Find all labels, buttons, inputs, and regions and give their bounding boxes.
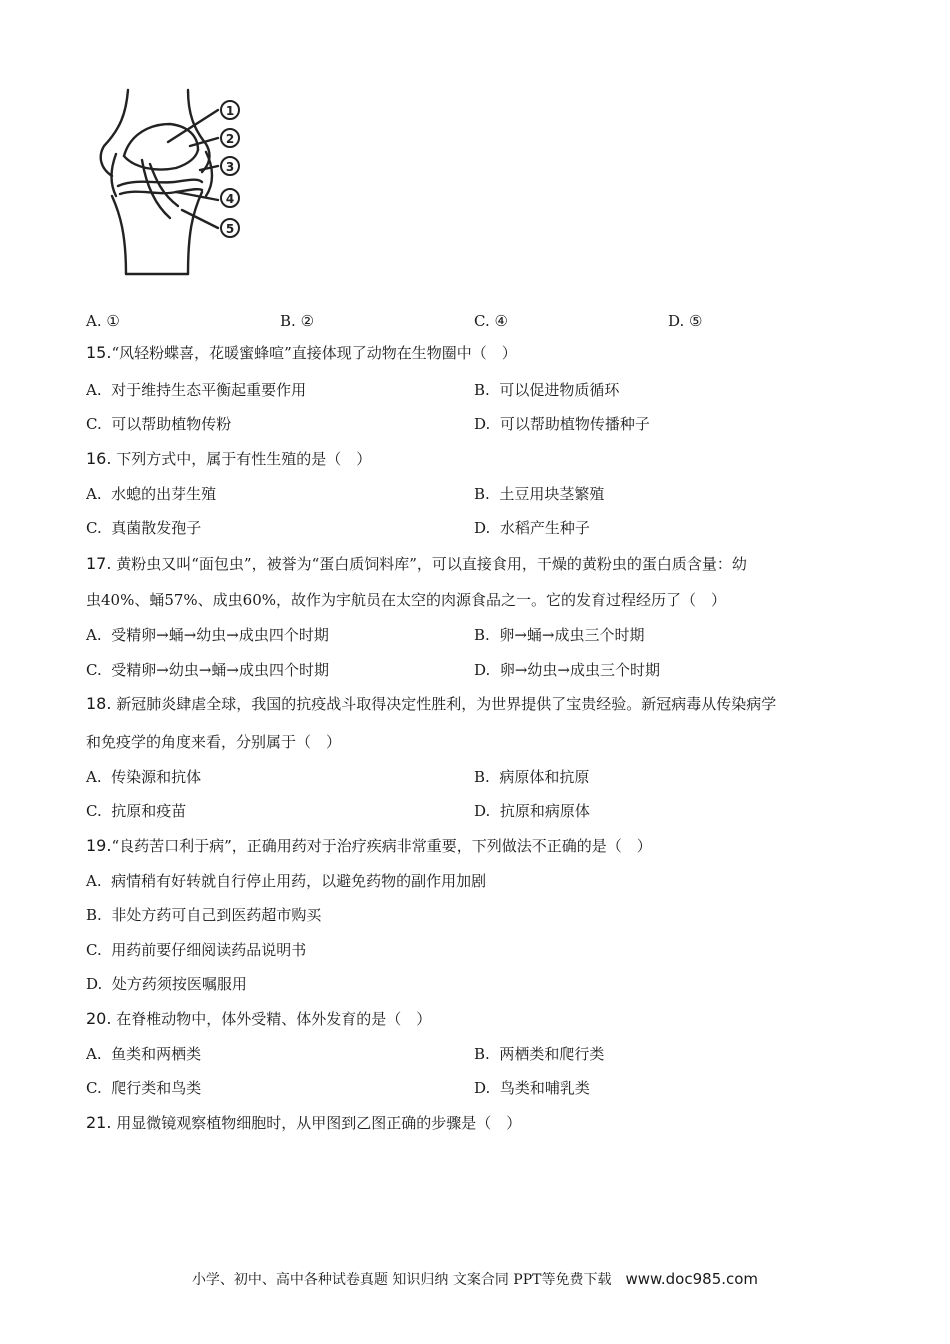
q19-option-c[interactable]: C. 用药前要仔细阅读药品说明书: [86, 941, 307, 959]
q20-option-d[interactable]: D. 鸟类和哺乳类: [474, 1079, 590, 1097]
q17-option-c[interactable]: C. 受精卵→幼虫→蛹→成虫四个时期: [86, 661, 329, 679]
q14-option-b[interactable]: B. ②: [280, 312, 315, 330]
footer-text: 小学、初中、高中各种试卷真题 知识归纳 文案合同 PPT等免费下载: [191, 1272, 612, 1288]
label-2: 2: [225, 132, 235, 146]
q16-option-d[interactable]: D. 水稻产生种子: [474, 519, 590, 537]
q15-stem: 15.“风轻粉蝶喜，花暖蜜蜂喧”直接体现了动物在生物圈中（ ）: [86, 343, 517, 362]
q19-stem: 19.“良药苦口利于病”，正确用药对于治疗疾病非常重要，下列做法不正确的是（ ）: [86, 836, 652, 855]
q18-stem-line2: 和免疫学的角度来看，分别属于（ ）: [86, 733, 342, 751]
q18-option-c[interactable]: C. 抗原和疫苗: [86, 802, 187, 820]
q19-option-d[interactable]: D. 处方药须按医嘱服用: [86, 975, 247, 993]
q17-option-a[interactable]: A. 受精卵→蛹→幼虫→成虫四个时期: [86, 626, 329, 644]
q19-option-a[interactable]: A. 病情稍有好转就自行停止用药，以避免药物的副作用加剧: [86, 872, 487, 890]
q18-option-d[interactable]: D. 抗原和病原体: [474, 802, 590, 820]
q16-option-c[interactable]: C. 真菌散发孢子: [86, 519, 202, 537]
q15-option-c[interactable]: C. 可以帮助植物传粉: [86, 415, 232, 433]
label-4: 4: [225, 192, 235, 206]
q17-option-b[interactable]: B. 卵→蛹→成虫三个时期: [474, 626, 645, 644]
q17-stem-line2: 虫40%、蛹57%、成虫60%，故作为宇航员在太空的肉源食品之一。它的发育过程经历了（ ）: [86, 591, 727, 609]
q14-option-a[interactable]: A. ①: [86, 312, 120, 330]
label-5: 5: [225, 222, 235, 236]
q16-stem: 16. 下列方式中，属于有性生殖的是（ ）: [86, 449, 372, 468]
q20-option-b[interactable]: B. 两栖类和爬行类: [474, 1045, 605, 1063]
q20-option-c[interactable]: C. 爬行类和鸟类: [86, 1079, 202, 1097]
q16-option-a[interactable]: A. 水螅的出芽生殖: [86, 485, 217, 503]
q19-option-b[interactable]: B. 非处方药可自己到医药超市购买: [86, 906, 322, 924]
q16-option-b[interactable]: B. 土豆用块茎繁殖: [474, 485, 605, 503]
q21-stem: 21. 用显微镜观察植物细胞时，从甲图到乙图正确的步骤是（ ）: [86, 1113, 522, 1132]
footer-url[interactable]: www.doc985.com: [625, 1270, 759, 1288]
q18-stem-line1: 18. 新冠肺炎肆虐全球，我国的抗疫战斗取得决定性胜利，为世界提供了宝贵经验。新冠病毒从传染病学: [86, 694, 777, 713]
q14-option-d[interactable]: D. ⑤: [668, 312, 703, 330]
label-1: 1: [225, 104, 235, 118]
page-footer: [0, 1269, 950, 1290]
q20-option-a[interactable]: A. 鱼类和两栖类: [86, 1045, 202, 1063]
q15-option-b[interactable]: B. 可以促进物质循环: [474, 381, 620, 399]
q18-option-a[interactable]: A. 传染源和抗体: [86, 768, 202, 786]
joint-diagram: [90, 84, 260, 284]
q14-option-c[interactable]: C. ④: [474, 312, 508, 330]
label-3: 3: [225, 160, 235, 174]
q17-option-d[interactable]: D. 卵→幼虫→成虫三个时期: [474, 661, 660, 679]
q18-option-b[interactable]: B. 病原体和抗原: [474, 768, 590, 786]
q15-option-a[interactable]: A. 对于维持生态平衡起重要作用: [86, 381, 307, 399]
q20-stem: 20. 在脊椎动物中，体外受精、体外发育的是（ ）: [86, 1009, 432, 1028]
q17-stem-line1: 17. 黄粉虫又叫“面包虫”，被誉为“蛋白质饲料库”，可以直接食用，干燥的黄粉虫的蛋白质含量：幼: [86, 554, 747, 573]
q15-option-d[interactable]: D. 可以帮助植物传播种子: [474, 415, 650, 433]
